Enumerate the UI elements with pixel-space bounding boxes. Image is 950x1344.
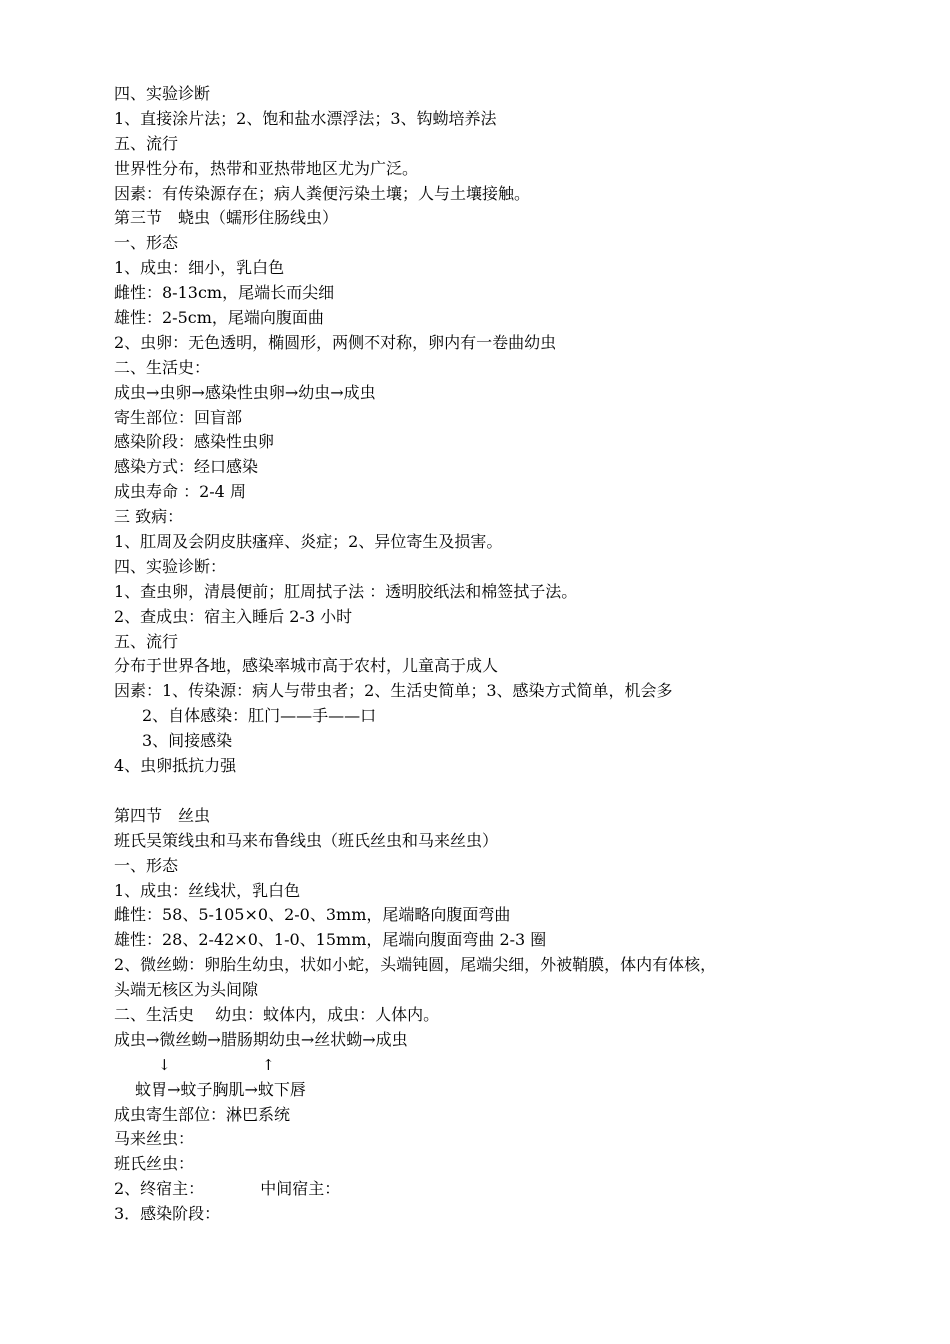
text-line: 1、成虫：丝线状，乳白色 [114,880,301,900]
text-line: 蚊胃→蚊子胸肌→蚊下唇 [114,1079,306,1099]
text-line: 二、生活史 幼虫：蚊体内，成虫：人体内。 [114,1004,440,1024]
section-filaria [114,804,854,1053]
text-line: 四、实验诊断： [114,556,227,576]
text-line: 4、虫卵抵抗力强 [114,756,237,776]
pinworm-factors-indented [114,704,854,754]
infection-stage-line: 3．感染阶段： [114,1204,221,1224]
text-line: 成虫寿命 ：2-4 周 [114,482,246,502]
text-line: 雌性：58、5-105×0、2-0、3mm，尾端略向腹面弯曲 [114,905,511,925]
text-line: 2、查成虫：宿主入睡后 2-3 小时 [114,606,353,626]
text-line: 成虫→微丝蚴→腊肠期幼虫→丝状蚴→成虫 [114,1029,408,1049]
pinworm-factor-4 [114,754,854,779]
text-line: 一、形态 [114,855,179,875]
text-line: 成虫寄生部位：淋巴系统 [114,1104,291,1124]
text-line: 班氏丝虫： [114,1154,195,1174]
arrow-down-icon: ↓ [158,1055,171,1074]
text-line: 感染阶段：感染性虫卵 [114,432,275,452]
section-hookworm-pinworm [114,82,854,704]
blank-line [114,779,854,804]
text-line: 第四节 丝虫 [114,805,211,825]
text-line: 三 致病： [114,507,184,527]
text-line: 2、自体感染：肛门——手——口 [142,706,377,726]
text-line: 成虫→虫卵→感染性虫卵→幼虫→成虫 [114,382,376,402]
text-line: 头端无核区为头间隙 [114,980,259,1000]
text-line: 2、虫卵：无色透明，椭圆形，两侧不对称，卵内有一卷曲幼虫 [114,332,557,352]
text-line: 分布于世界各地，感染率城市高于农村，儿童高于成人 [114,656,499,676]
intermediate-host-label: 中间宿主： [260,1179,341,1199]
text-line: 因素：有传染源存在；病人粪便污染土壤；人与土壤接触。 [114,183,531,203]
text-line: 2、微丝蚴：卵胎生幼虫，状如小蛇，头端钝圆，尾端尖细，外被鞘膜，体内有体核， [114,955,717,975]
text-line: 四、实验诊断 [114,84,211,103]
definitive-host-label: 2、终宿主： [114,1179,205,1199]
text-line: 五、流行 [114,133,179,153]
text-line: 感染方式：经口感染 [114,457,259,477]
text-line: 第三节 蛲虫（蠕形住肠线虫） [114,208,339,228]
life-cycle-arrows [114,1053,854,1078]
host-line [114,1177,854,1202]
text-line: 班氏吴策线虫和马来布鲁线虫（班氏丝虫和马来丝虫） [114,830,499,850]
document-body [114,82,854,1227]
text-line: 雄性：28、2-42×0、1-0、15mm，尾端向腹面弯曲 2-3 圈 [114,930,547,950]
text-line: 雄性：2-5cm，尾端向腹面曲 [114,308,324,328]
text-line: 3、间接感染 [142,731,233,751]
text-line: 寄生部位：回盲部 [114,407,243,427]
filaria-details [114,1078,854,1178]
text-line: 马来丝虫： [114,1129,195,1149]
text-line: 1、肛周及会阴皮肤瘙痒、炎症；2、异位寄生及损害。 [114,532,503,552]
text-line: 二、生活史： [114,357,211,377]
text-line: 1、查虫卵，清晨便前；肛周拭子法 ：透明胶纸法和棉签拭子法。 [114,581,578,601]
arrow-up-icon: ↑ [262,1055,275,1074]
text-line: 1、成虫：细小，乳白色 [114,258,285,278]
text-line: 世界性分布，热带和亚热带地区尤为广泛。 [114,158,419,178]
text-line: 五、流行 [114,631,179,651]
text-line: 雌性：8-13cm，尾端长而尖细 [114,283,335,303]
text-line: 1、直接涂片法；2、饱和盐水漂浮法；3、钩蚴培养法 [114,108,497,128]
text-line: 一、形态 [114,233,179,253]
text-line: 因素：1、传染源：病人与带虫者；2、生活史简单；3、感染方式简单，机会多 [114,681,673,701]
